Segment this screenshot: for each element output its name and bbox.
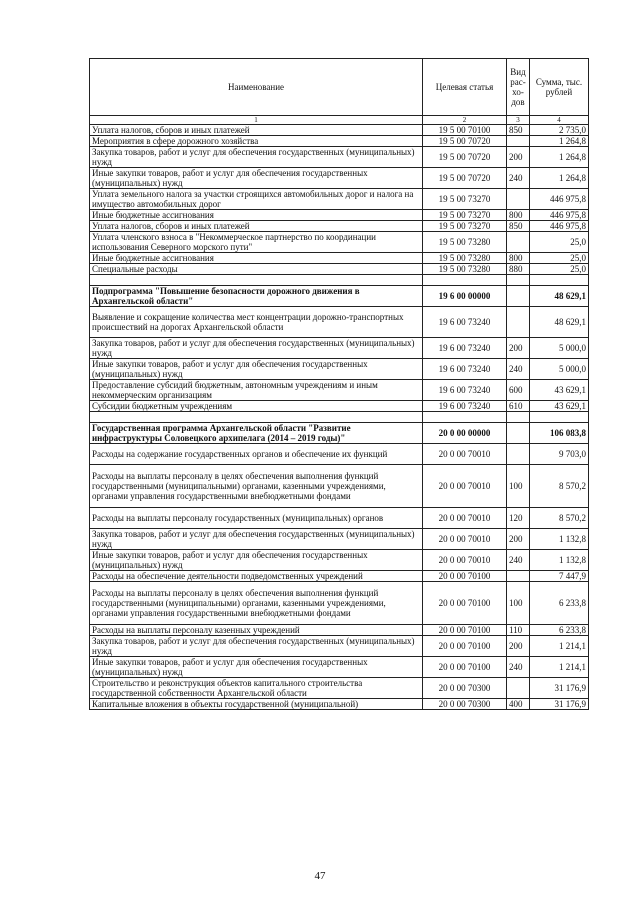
cell-kind: 240 (507, 550, 530, 571)
table-row (90, 678, 589, 699)
cell-code: 19 5 00 73280 (423, 264, 507, 275)
cell-kind: 200 (507, 338, 530, 359)
cell-name: Расходы на содержание государственных органов и обеспечение их функций (90, 444, 423, 465)
column-number-row (90, 116, 589, 125)
table-row (90, 699, 589, 710)
cell-sum: 43 629,1 (530, 380, 589, 401)
table-row (90, 636, 589, 657)
table-row (90, 582, 589, 625)
cell-code: 19 5 00 73270 (423, 210, 507, 221)
cell-code: 19 5 00 70100 (423, 125, 507, 136)
cell-name: Расходы на выплаты персоналу казенных учреждений (90, 625, 423, 636)
cell-kind: 800 (507, 210, 530, 221)
cell-code: 20 0 00 70100 (423, 571, 507, 582)
header-name: Наименование (90, 59, 423, 116)
cell-name: Уплата налогов, сборов и иных платежей (90, 221, 423, 232)
cell-kind (507, 444, 530, 465)
empty-cell (507, 275, 530, 286)
cell-name: Иные закупки товаров, работ и услуг для обеспечения государственных (муниципальных) нужд (90, 550, 423, 571)
table-row (90, 550, 589, 571)
table-row (90, 307, 589, 338)
cell-code: 19 6 00 00000 (423, 286, 507, 307)
cell-sum: 25,0 (530, 253, 589, 264)
program-row (90, 286, 589, 307)
cell-name: Государственная программа Архангельской области "Развитие инфраструктуры Соловецкого архипелага (2014 – 2019 годы)" (90, 423, 423, 444)
cell-sum: 106 083,8 (530, 423, 589, 444)
empty-cell (90, 412, 423, 423)
cell-code: 20 0 00 70300 (423, 678, 507, 699)
cell-code: 20 0 00 70100 (423, 636, 507, 657)
cell-code: 19 5 00 73280 (423, 253, 507, 264)
table-row (90, 444, 589, 465)
cell-code: 19 5 00 73270 (423, 221, 507, 232)
cell-kind: 100 (507, 465, 530, 508)
cell-sum: 9 703,0 (530, 444, 589, 465)
cell-kind: 120 (507, 508, 530, 529)
cell-name: Расходы на выплаты персоналу в целях обеспечения выполнения функций государственными (муниципальными) органами, казенными учреждениями, органами управления государственными внебюджетными фондами (90, 465, 423, 508)
empty-cell (530, 275, 589, 286)
cell-name: Уплата налогов, сборов и иных платежей (90, 125, 423, 136)
cell-name: Строительство и реконструкция объектов капитального строительства государственной собственности Архангельской области (90, 678, 423, 699)
table-row (90, 136, 589, 147)
cell-sum: 7 447,9 (530, 571, 589, 582)
cell-code: 19 6 00 73240 (423, 359, 507, 380)
cell-kind: 880 (507, 264, 530, 275)
cell-sum: 6 233,8 (530, 582, 589, 625)
cell-name: Мероприятия в сфере дорожного хозяйства (90, 136, 423, 147)
empty-cell (90, 275, 423, 286)
spacer-row (90, 412, 589, 423)
cell-name: Иные закупки товаров, работ и услуг для обеспечения государственных (муниципальных) нужд (90, 657, 423, 678)
cell-name: Закупка товаров, работ и услуг для обеспечения государственных (муниципальных) нужд (90, 636, 423, 657)
column-number: 2 (423, 116, 507, 125)
empty-cell (530, 412, 589, 423)
cell-name: Уплата членского взноса в "Некоммерческое партнерство по координации использования Северного морского пути" (90, 232, 423, 253)
table-row (90, 359, 589, 380)
empty-cell (423, 275, 507, 286)
cell-name: Подпрограмма "Повышение безопасности дорожного движения в Архангельской области" (90, 286, 423, 307)
cell-kind (507, 307, 530, 338)
cell-name: Иные закупки товаров, работ и услуг для обеспечения государственных (муниципальных) нужд (90, 359, 423, 380)
spacer-row (90, 275, 589, 286)
cell-name: Специальные расходы (90, 264, 423, 275)
table-row (90, 168, 589, 189)
program-row (90, 423, 589, 444)
cell-kind (507, 286, 530, 307)
column-number: 4 (530, 116, 589, 125)
cell-kind (507, 136, 530, 147)
cell-kind: 200 (507, 636, 530, 657)
cell-code: 20 0 00 70010 (423, 508, 507, 529)
cell-kind: 110 (507, 625, 530, 636)
cell-name: Иные бюджетные ассигнования (90, 253, 423, 264)
table-row (90, 571, 589, 582)
cell-kind: 240 (507, 168, 530, 189)
cell-code: 19 6 00 73240 (423, 401, 507, 412)
cell-kind: 610 (507, 401, 530, 412)
cell-sum: 5 000,0 (530, 338, 589, 359)
cell-code: 19 5 00 73280 (423, 232, 507, 253)
cell-sum: 1 214,1 (530, 657, 589, 678)
cell-name: Расходы на выплаты персоналу государственных (муниципальных) органов (90, 508, 423, 529)
cell-kind (507, 678, 530, 699)
cell-kind (507, 189, 530, 210)
cell-sum: 5 000,0 (530, 359, 589, 380)
cell-sum: 31 176,9 (530, 699, 589, 710)
table-row (90, 380, 589, 401)
cell-code: 19 5 00 73270 (423, 189, 507, 210)
cell-code: 19 6 00 73240 (423, 380, 507, 401)
cell-code: 20 0 00 70100 (423, 657, 507, 678)
cell-sum: 48 629,1 (530, 286, 589, 307)
cell-code: 19 5 00 70720 (423, 136, 507, 147)
cell-kind: 600 (507, 380, 530, 401)
cell-code: 19 5 00 70720 (423, 147, 507, 168)
cell-sum: 1 264,8 (530, 147, 589, 168)
table-row (90, 508, 589, 529)
cell-name: Закупка товаров, работ и услуг для обеспечения государственных (муниципальных) нужд (90, 338, 423, 359)
table-row (90, 401, 589, 412)
cell-kind: 200 (507, 529, 530, 550)
page-number: 47 (314, 870, 326, 882)
cell-kind: 200 (507, 147, 530, 168)
cell-code: 19 6 00 73240 (423, 338, 507, 359)
table-body (90, 125, 589, 710)
cell-sum: 48 629,1 (530, 307, 589, 338)
cell-sum: 25,0 (530, 264, 589, 275)
table-row (90, 529, 589, 550)
cell-name: Закупка товаров, работ и услуг для обеспечения государственных (муниципальных) нужд (90, 147, 423, 168)
cell-sum: 446 975,8 (530, 210, 589, 221)
cell-kind: 240 (507, 657, 530, 678)
cell-name: Субсидии бюджетным учреждениям (90, 401, 423, 412)
cell-sum: 31 176,9 (530, 678, 589, 699)
cell-code: 20 0 00 70010 (423, 465, 507, 508)
table-row (90, 210, 589, 221)
cell-kind (507, 423, 530, 444)
cell-sum: 2 735,0 (530, 125, 589, 136)
cell-sum: 6 233,8 (530, 625, 589, 636)
cell-name: Капитальные вложения в объекты государственной (муниципальной) (90, 699, 423, 710)
cell-sum: 1 132,8 (530, 550, 589, 571)
cell-sum: 43 629,1 (530, 401, 589, 412)
cell-code: 20 0 00 70300 (423, 699, 507, 710)
cell-kind: 800 (507, 253, 530, 264)
table-row (90, 253, 589, 264)
cell-kind: 240 (507, 359, 530, 380)
empty-cell (423, 412, 507, 423)
header-code: Целевая статья (423, 59, 507, 116)
cell-code: 20 0 00 70010 (423, 529, 507, 550)
cell-code: 19 5 00 70720 (423, 168, 507, 189)
table-row (90, 657, 589, 678)
cell-kind: 100 (507, 582, 530, 625)
cell-code: 20 0 00 70010 (423, 550, 507, 571)
cell-name: Иные бюджетные ассигнования (90, 210, 423, 221)
cell-name: Расходы на выплаты персоналу в целях обеспечения выполнения функций государственными (муниципальными) органами, казенными учреждениями, органами управления государственными внебюджетными фондами (90, 582, 423, 625)
cell-sum: 446 975,8 (530, 189, 589, 210)
cell-kind (507, 232, 530, 253)
cell-sum: 446 975,8 (530, 221, 589, 232)
cell-name: Закупка товаров, работ и услуг для обеспечения государственных (муниципальных) нужд (90, 529, 423, 550)
cell-name: Иные закупки товаров, работ и услуг для обеспечения государственных (муниципальных) нужд (90, 168, 423, 189)
cell-code: 19 6 00 73240 (423, 307, 507, 338)
cell-sum: 1 264,8 (530, 168, 589, 189)
cell-sum: 8 570,2 (530, 508, 589, 529)
cell-sum: 8 570,2 (530, 465, 589, 508)
cell-kind: 850 (507, 125, 530, 136)
header-kind: Вид рас- хо- дов (507, 59, 530, 116)
empty-cell (507, 412, 530, 423)
table-row (90, 147, 589, 168)
cell-sum: 25,0 (530, 232, 589, 253)
table-row (90, 232, 589, 253)
cell-sum: 1 132,8 (530, 529, 589, 550)
cell-name: Предоставление субсидий бюджетным, автономным учреждениям и иным некоммерческим организациям (90, 380, 423, 401)
column-number: 1 (90, 116, 423, 125)
table-row (90, 465, 589, 508)
cell-kind: 400 (507, 699, 530, 710)
cell-name: Уплата земельного налога за участки строящихся автомобильных дорог и налога на имущество автомобильных дорог (90, 189, 423, 210)
table-row (90, 625, 589, 636)
column-number: 3 (507, 116, 530, 125)
table-row (90, 125, 589, 136)
cell-name: Выявление и сокращение количества мест концентрации дорожно-транспортных происшествий на дорогах Архангельской области (90, 307, 423, 338)
cell-kind: 850 (507, 221, 530, 232)
cell-sum: 1 214,1 (530, 636, 589, 657)
cell-sum: 1 264,8 (530, 136, 589, 147)
budget-table (89, 58, 589, 710)
table-header-row (90, 59, 589, 116)
cell-name: Расходы на обеспечение деятельности подведомственных учреждений (90, 571, 423, 582)
table-row (90, 338, 589, 359)
cell-code: 20 0 00 70010 (423, 444, 507, 465)
table-row (90, 221, 589, 232)
cell-kind (507, 571, 530, 582)
table-row (90, 189, 589, 210)
cell-code: 20 0 00 00000 (423, 423, 507, 444)
cell-code: 20 0 00 70100 (423, 625, 507, 636)
header-sum: Сумма, тыс. рублей (530, 59, 589, 116)
cell-code: 20 0 00 70100 (423, 582, 507, 625)
table-row (90, 264, 589, 275)
